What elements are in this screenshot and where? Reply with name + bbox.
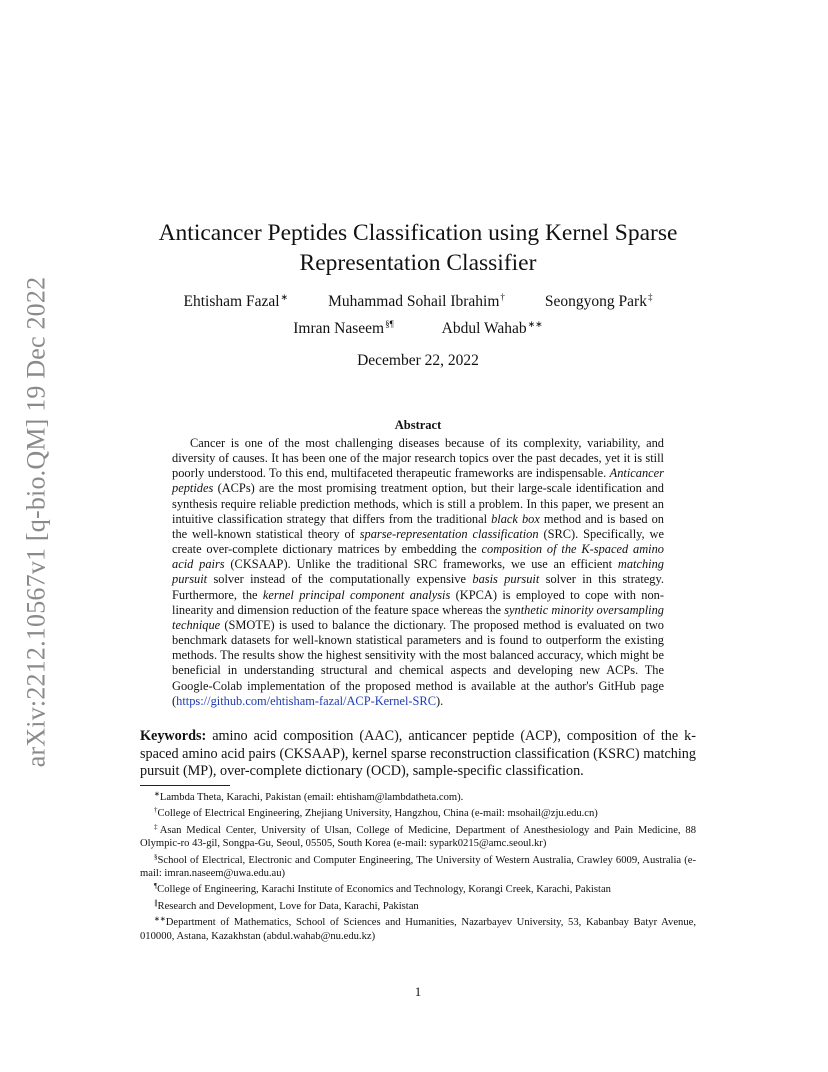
footnotes — [140, 788, 696, 943]
author-3: Seongyong Park‡ — [544, 292, 653, 310]
footnote: ∥Research and Development, Love for Data, Karachi, Pakistan — [154, 898, 419, 912]
footnote-rule — [140, 785, 230, 786]
publication-date: December 22, 2022 — [357, 352, 479, 369]
affiliation-mark: † — [500, 292, 505, 302]
title-line-1: Anticancer Peptides Classification using Kernel Sparse — [158, 220, 678, 246]
footnote: †College of Electrical Engineering, Zhejiang University, Hangzhou, China (e-mail: msohail@zju.edu.cn) — [154, 806, 598, 820]
abstract-body: Cancer is one of the most challenging diseases because of its complexity, variability, and diversity of causes. It has been one of the major research topics over the past decades, yet it is still poorly understood. To this end, multifaceted therapeutic frameworks are indispensable. Anticancer peptides (ACPs) are the most promising treatment option, but their large-scale identification and synthesis require reliable prediction methods, which is still a problem. In this paper, we present an intuitive classification strategy that differs from the traditional black box method and is based on the well-known statistical theory of sparse-representation classification (SRC). Specifically, we create over-complete dictionary matrices by embedding the composition of the K-spaced amino acid pairs (CKSAAP). Unlike the traditional SRC frameworks, we use an efficient matching pursuit solver instead of the computationally expensive basis pursuit solver in this strategy. Furthermore, the kernel principal component analysis (KPCA) is employed to cope with non-linearity and dimension reduction of the feature space whereas the synthetic minority oversampling technique (SMOTE) is used to balance the dictionary. The proposed method is evaluated on two benchmark datasets for well-known statistical parameters and is found to outperform the existing methods. The results show the highest sensitivity with the most balanced accuracy, which might be beneficial in understanding structural and chemical aspects and developing new ACPs. The Google-Colab implementation of the proposed method is available at the author's GitHub page (https://github.com/ehtisham-fazal/ACP-Kernel-SRC). — [172, 436, 664, 708]
author-1: Ehtisham Fazal∗ — [183, 292, 289, 310]
affiliation-mark: ∗∗ — [527, 319, 543, 329]
arxiv-side-stamp — [16, 264, 56, 780]
footnote: ‡Asan Medical Center, University of Ulsan, College of Medicine, Department of Anesthesiology and Pain Medicine, 88 Olympic-ro 43-gil, Songpa-Gu, Seoul, 05505, South Korea (e-mail: sypark0215@amc.seoul.kr) — [140, 822, 696, 850]
footnote: §School of Electrical, Electronic and Computer Engineering, The University of Western Australia, Crawley 6009, Australia (e-mail: imran.naseem@uwa.edu.au) — [140, 852, 696, 880]
authors-row-1 — [128, 292, 708, 311]
affiliation-mark: §¶ — [385, 319, 394, 329]
footnote: ¶College of Engineering, Karachi Institute of Economics and Technology, Korangi Creek, Karachi, Pakistan — [154, 882, 611, 896]
page-number: 1 — [414, 984, 422, 999]
keywords — [140, 728, 696, 781]
author-2: Muhammad Sohail Ibrahim† — [328, 292, 505, 310]
github-link[interactable]: https://github.com/ehtisham-fazal/ACP-Kernel-SRC — [176, 693, 436, 708]
paper-title — [118, 218, 718, 278]
keywords-text: amino acid composition (AAC), anticancer peptide (ACP), composition of the k-spaced amino acid pairs (CKSAAP), kernel sparse reconstruction classification (KSRC) matching pursuit (MP), over-complete dictionary (OCD), sample-specific classification. — [140, 728, 696, 780]
abstract-heading: Abstract — [394, 418, 442, 432]
affiliation-mark: ‡ — [647, 292, 653, 302]
footnote: ∗Lambda Theta, Karachi, Pakistan (email: ehtisham@lambdatheta.com). — [154, 790, 464, 803]
affiliation-mark: ∗ — [280, 292, 289, 302]
title-line-2: Representation Classifier — [299, 250, 537, 276]
arxiv-identifier: arXiv:2212.10567v1 [q-bio.QM] 19 Dec 2022 — [21, 276, 51, 768]
authors-row-2 — [128, 319, 708, 338]
author-5: Abdul Wahab∗∗ — [441, 319, 543, 337]
author-4: Imran Naseem§¶ — [293, 319, 394, 337]
keywords-label: Keywords: — [140, 728, 207, 744]
footnote: ∗∗Department of Mathematics, School of Sciences and Humanities, Nazarbayev University, 53, Kabanbay Batyr Avenue, 010000, Astana, Kazakhstan (abdul.wahab@nu.edu.kz) — [140, 915, 696, 942]
